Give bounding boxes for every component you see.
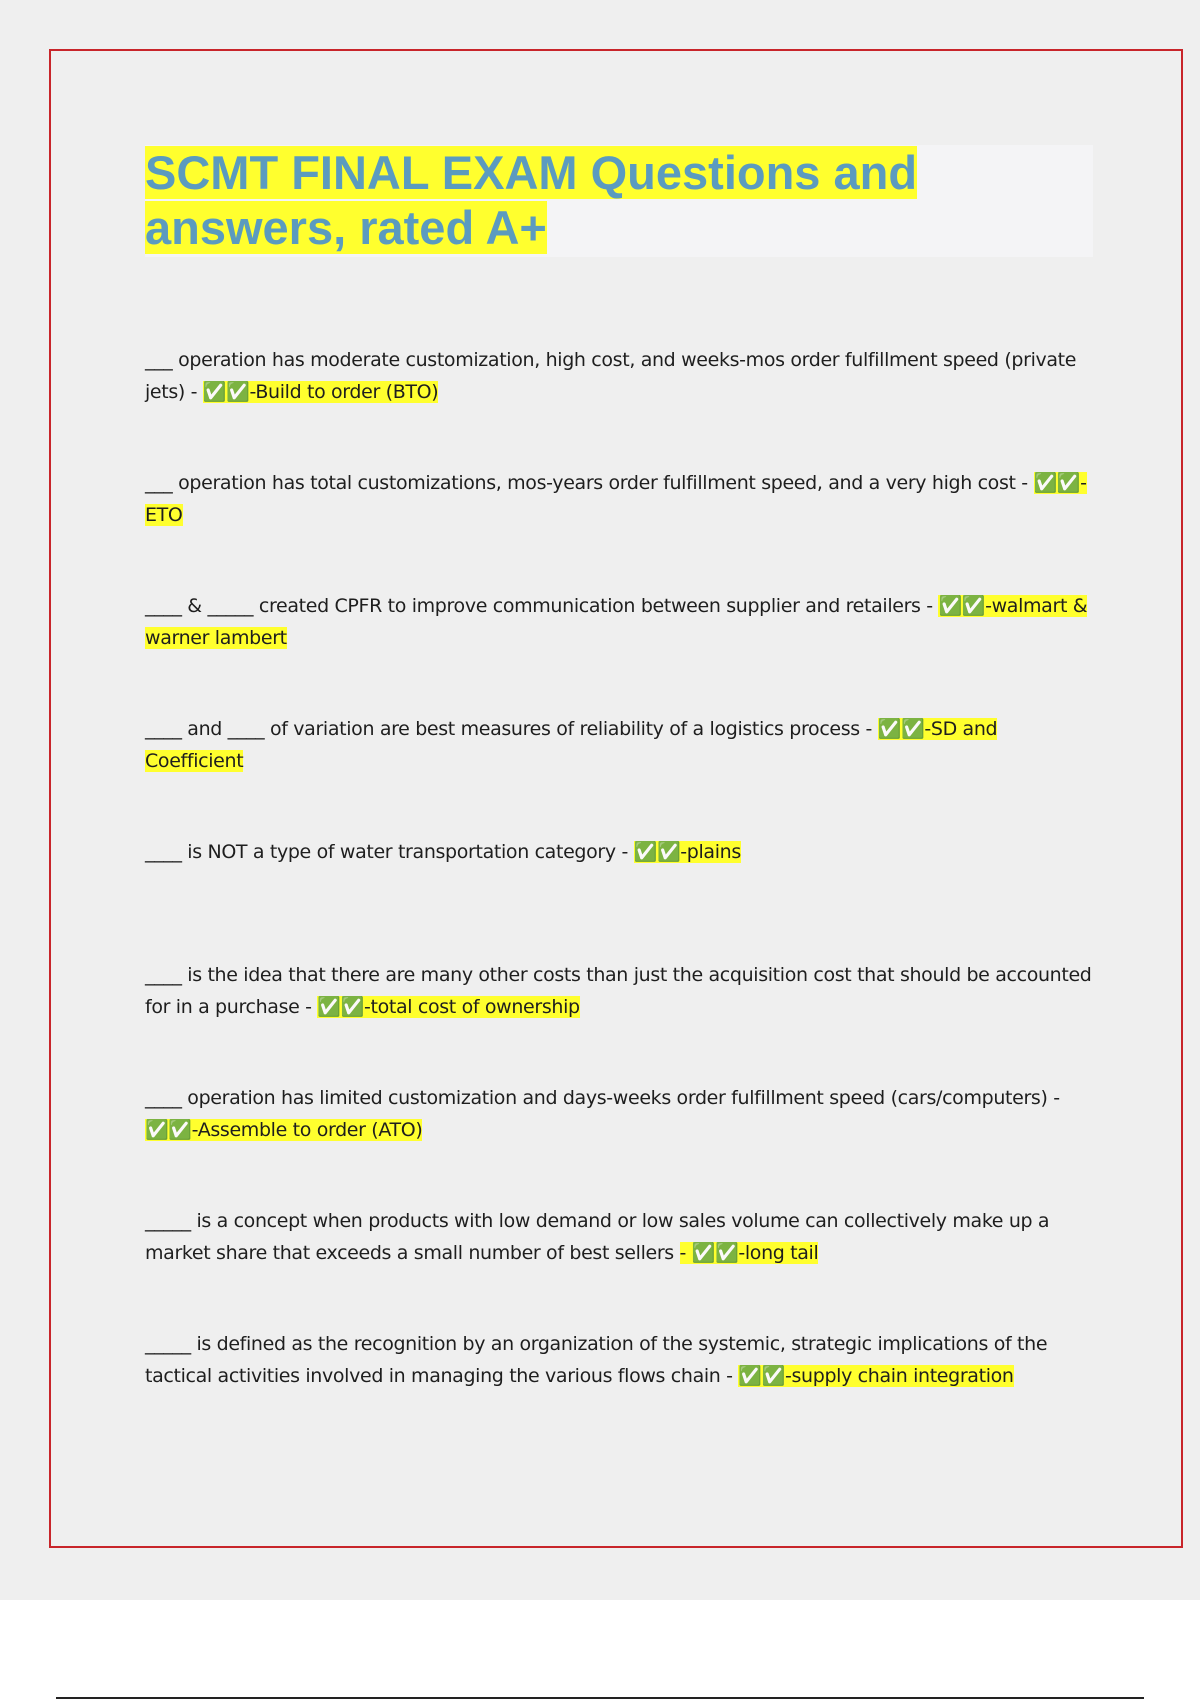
double-check-icon: ✅✅ bbox=[202, 381, 250, 403]
qa-item bbox=[145, 713, 1093, 836]
answer-text: -Build to order (BTO) bbox=[249, 381, 439, 403]
double-check-icon: ✅✅ bbox=[738, 1365, 785, 1387]
title-block bbox=[145, 145, 1093, 257]
double-check-icon: ✅✅ bbox=[633, 841, 681, 863]
qa-item bbox=[145, 344, 1093, 467]
answer-text: -Assemble to order (ATO) bbox=[191, 1119, 423, 1141]
qa-item bbox=[145, 1205, 1093, 1328]
answer-highlight bbox=[738, 1365, 1013, 1387]
document-title: SCMT FINAL EXAM Questions and answers, rated A+ bbox=[145, 146, 918, 254]
question-text: ___ operation has total customizations, mos-years order fulfillment speed, and a very high cost - bbox=[145, 472, 1034, 494]
question-text: ____ operation has limited customization and days-weeks order fulfillment speed (cars/computers) - bbox=[145, 1087, 1060, 1109]
answer-highlight bbox=[203, 381, 438, 403]
question-text: ___ operation has moderate customization, high cost, and weeks-mos order fulfillment speed (private jets) - bbox=[145, 349, 1077, 403]
answer-text: -supply chain integration bbox=[785, 1365, 1014, 1387]
question-text: _____ is a concept when products with low demand or low sales volume can collectively make up a market share that exceeds a small number of best sellers bbox=[145, 1210, 1050, 1264]
answer-text: -walmart & warner lambert bbox=[145, 595, 1088, 649]
qa-item bbox=[145, 1328, 1093, 1451]
question-text: _____ is defined as the recognition by an organization of the systemic, strategic implications of the tactical activities involved in managing the various flows chain - bbox=[145, 1333, 1048, 1387]
answer-text: -plains bbox=[680, 841, 741, 863]
question-text: ____ & _____ created CPFR to improve communication between supplier and retailers - bbox=[145, 595, 939, 617]
answer-highlight bbox=[680, 1242, 819, 1264]
double-check-icon: ✅✅ bbox=[145, 1119, 192, 1141]
double-check-icon: ✅✅ bbox=[1033, 472, 1081, 494]
double-check-icon: ✅✅ bbox=[877, 718, 925, 740]
answer-text: -ETO bbox=[145, 472, 1087, 526]
qa-item bbox=[145, 836, 1093, 959]
qa-item bbox=[145, 959, 1093, 1082]
qa-list bbox=[145, 344, 1093, 1451]
footer-divider bbox=[56, 1697, 1144, 1699]
qa-item bbox=[145, 467, 1093, 590]
answer-highlight bbox=[145, 1119, 422, 1141]
double-check-icon: ✅✅ bbox=[938, 595, 986, 617]
answer-text: -total cost of ownership bbox=[363, 996, 580, 1018]
double-check-icon: ✅✅ bbox=[317, 996, 364, 1018]
answer-highlight bbox=[317, 996, 579, 1018]
answer-highlight bbox=[634, 841, 741, 863]
question-text: ____ and ____ of variation are best measures of reliability of a logistics process - bbox=[145, 718, 878, 740]
qa-item bbox=[145, 590, 1093, 713]
qa-item bbox=[145, 1082, 1093, 1205]
question-text: ____ is NOT a type of water transportation category - bbox=[145, 841, 634, 863]
question-text: ____ is the idea that there are many other costs than just the acquisition cost that should be accounted for in a purchase - bbox=[145, 964, 1092, 1018]
answer-text: -SD and Coefficient bbox=[145, 718, 998, 772]
answer-text: -long tail bbox=[738, 1242, 819, 1264]
double-check-icon: - ✅✅ bbox=[679, 1242, 739, 1264]
